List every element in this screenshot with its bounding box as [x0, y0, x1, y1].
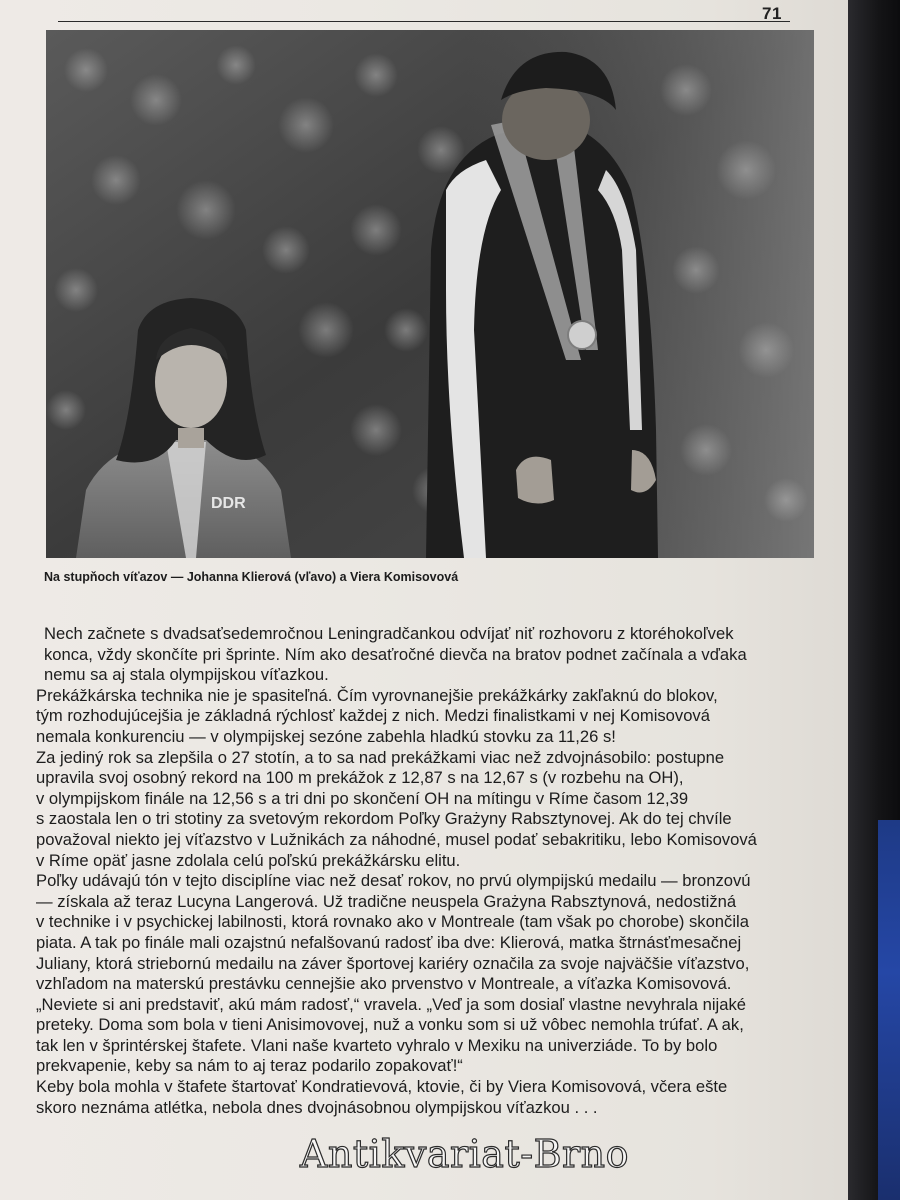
text-line: nemala konkurenciu — v olympijskej sezóne zabehla hladkú stovku za 11,26 s! — [36, 726, 616, 746]
page-number: 71 — [762, 4, 782, 23]
podium-photo — [46, 30, 814, 558]
paragraph-2 — [36, 686, 848, 748]
text-line: tak len v šprintérskej štafete. Vlani naše kvarteto vyhralo v Mexiku na univerziáde. To by bolo — [36, 1035, 718, 1055]
text-line: „Neviete si ani predstaviť, akú mám radosť,“ vravela. „Veď ja som dosiaľ vlastne nevyhrala nijaké — [36, 994, 746, 1014]
book-cover-strip — [878, 820, 900, 1200]
text-line: tým rozhodujúcejšia je základná rýchlosť každej z nich. Medzi finalistkami v nej Komisovová — [36, 706, 710, 726]
text-line: Juliany, ktorá striebornú medailu na záver športovej kariéry označila za svoje najväčšie víťazstvo, — [36, 953, 750, 973]
text-line: považoval niekto jej víťazstvo v Lužnikách za náhodné, musel podať sebakritiku, lebo Komisovová — [36, 829, 757, 849]
text-line: v Ríme opäť jasne zdolala celú poľskú prekážkársku elitu. — [36, 850, 461, 870]
text-line: piata. A tak po finále mali ozajstnú nefalšovanú radosť iba dve: Klierová, matka štrnásťmesačnej — [36, 932, 742, 952]
podium-photo-image — [46, 30, 814, 558]
text-line: Nech začnete s dvadsaťsedemročnou Leningradčankou odvíjať niť rozhovoru z ktoréhokoľvek — [44, 624, 734, 643]
text-line: upravila svoj osobný rekord na 100 m prekážok z 12,87 s na 12,67 s (v rozbehu na OH), — [36, 768, 684, 788]
paragraph-5 — [36, 1077, 848, 1118]
text-line: nemu sa aj stala olympijskou víťazkou. — [44, 665, 329, 685]
photo-caption: Na stupňoch víťazov — Johanna Klierová (vľavo) a Viera Komisovová — [44, 570, 459, 584]
paragraph-1 — [36, 624, 848, 686]
text-line: Za jediný rok sa zlepšila o 27 stotín, a to sa nad prekážkami viac než zdvojnásobilo: postupne — [36, 747, 725, 767]
jacket-lettering: DDR — [211, 495, 246, 512]
paragraph-4 — [36, 871, 848, 1077]
text-line: Prekážkárska technika nie je spasiteľná. Čím vyrovnanejšie prekážkárky zakľaknú do blokov, — [36, 685, 718, 705]
text-line: Poľky udávajú tón v tejto disciplíne viac než desať rokov, no prvú olympijskú medailu — bronzovú — [36, 871, 751, 891]
text-line: s zaostala len o tri stotiny za svetovým rekordom Poľky Grażyny Rabsztynovej. Ak do tej chvíle — [36, 809, 732, 829]
text-line: prekvapenie, keby sa nám to aj teraz podarilo zopakovať!“ — [36, 1056, 463, 1076]
article-body — [36, 624, 848, 1118]
paragraph-3 — [36, 748, 848, 872]
text-line: v technike i v psychickej labilnosti, ktorá rovnako ako v Montreale (tam však po chorobe) skončila — [36, 912, 749, 932]
text-line: preteky. Doma som bola v tieni Anisimovovej, nuž a vonku som si už vôbec nemohla trúfať. A ak, — [36, 1015, 744, 1035]
text-line: — získala až teraz Lucyna Langerová. Už tradične neuspela Grażyna Rabsztynová, nedostižná — [36, 891, 737, 911]
text-line: v olympijskom finále na 12,56 s a tri dni po skončení OH na mítingu v Ríme časom 12,39 — [36, 788, 689, 808]
header-rule — [58, 21, 790, 22]
text-line: Keby bola mohla v štafete štartovať Kondratievová, ktovie, či by Viera Komisovová, včera ešte — [36, 1077, 728, 1097]
text-line: konca, vždy skončíte pri šprinte. Ním ako desaťročné dievča na bratov podnet začínala a vďaka — [44, 644, 747, 664]
watermark-logo: Antikvariat-Brno — [300, 1132, 630, 1176]
text-line: skoro neznáma atlétka, nebola dnes dvojnásobnou olympijskou víťazkou . . . — [36, 1097, 598, 1117]
text-line: vzhľadom na materskú prestávku cennejšie ako prvenstvo v Montreale, a víťazka Komisovová. — [36, 974, 732, 994]
